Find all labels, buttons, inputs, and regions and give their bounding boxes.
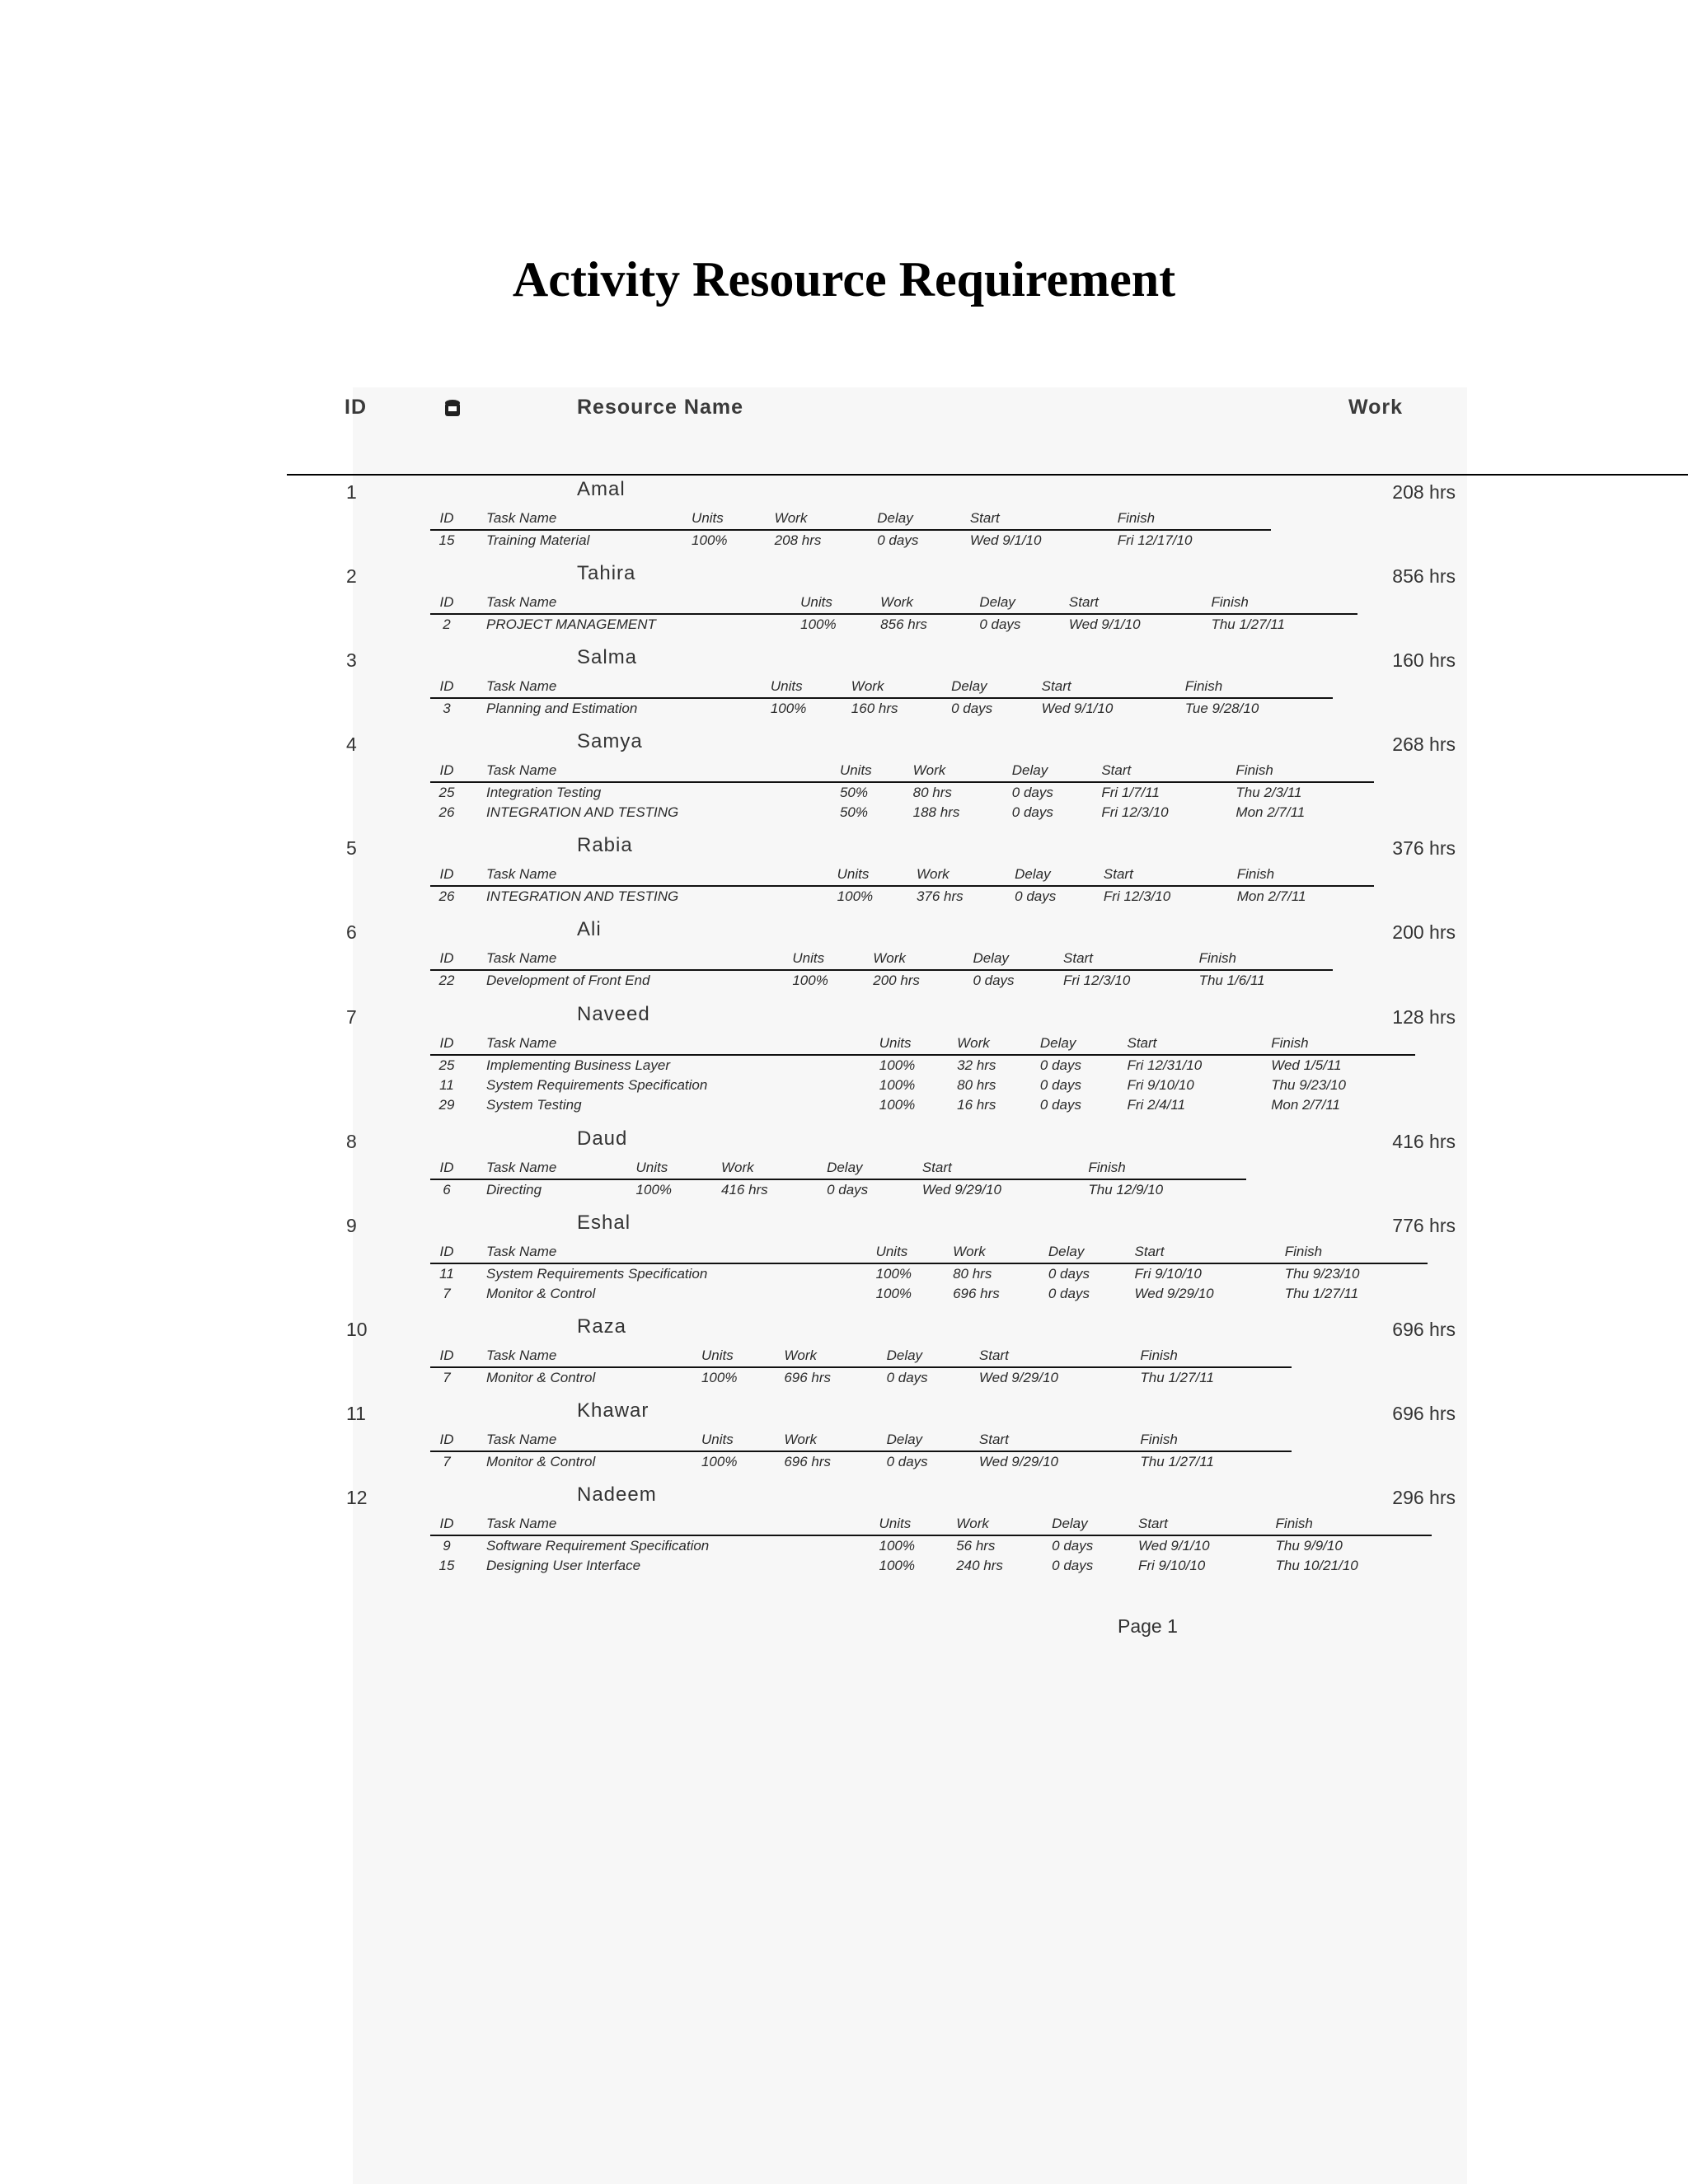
sub-header-finish: Finish xyxy=(1211,592,1357,614)
cell-id: 26 xyxy=(438,804,455,820)
assignment-table xyxy=(430,508,1271,551)
sub-header-work: Work xyxy=(880,592,979,614)
sub-header-start: Start xyxy=(979,1345,1141,1367)
sub-header-units: Units xyxy=(701,1429,784,1451)
cell-units: 100% xyxy=(635,1182,673,1197)
cell-start: Wed 9/29/10 xyxy=(978,1454,1058,1469)
sub-header-id: ID xyxy=(430,1241,486,1263)
table-row xyxy=(430,1055,1415,1076)
cell-start: Fri 12/3/10 xyxy=(1101,804,1169,820)
cell-task-name: Designing User Interface xyxy=(486,1558,641,1573)
cell-work: 856 hrs xyxy=(880,616,927,632)
sub-header-task-name: Task Name xyxy=(486,1429,701,1451)
cell-finish: Wed 1/5/11 xyxy=(1271,1057,1342,1073)
sub-header-task-name: Task Name xyxy=(486,864,837,886)
sub-header-start: Start xyxy=(922,1157,1089,1179)
assignment-table xyxy=(430,760,1374,823)
cell-id: 15 xyxy=(438,532,455,548)
cell-task-name: System Testing xyxy=(486,1097,582,1113)
resource-work: 776 hrs xyxy=(1392,1215,1456,1236)
sub-header-id: ID xyxy=(430,1513,486,1535)
cell-id: 11 xyxy=(439,1266,454,1282)
resource-id: 5 xyxy=(346,837,357,859)
cell-work: 16 hrs xyxy=(957,1097,996,1113)
cell-units: 100% xyxy=(692,532,728,548)
table-row xyxy=(430,1556,1432,1576)
sub-header-start: Start xyxy=(1063,948,1199,970)
sub-header-finish: Finish xyxy=(1271,1033,1415,1055)
cell-start: Fri 1/7/11 xyxy=(1101,785,1160,800)
resource-work: 160 hrs xyxy=(1392,649,1456,671)
sub-header-finish: Finish xyxy=(1276,1513,1432,1535)
sub-header-task-name: Task Name xyxy=(486,508,692,530)
cell-task-name: Implementing Business Layer xyxy=(486,1057,671,1073)
resource-work: 696 hrs xyxy=(1392,1319,1456,1340)
sub-header-task-name: Task Name xyxy=(486,676,771,698)
sub-header-units: Units xyxy=(701,1345,784,1367)
resource-name: Amal xyxy=(577,478,626,500)
sub-header-units: Units xyxy=(840,760,913,782)
cell-task-name: INTEGRATION AND TESTING xyxy=(486,804,679,820)
table-row xyxy=(430,698,1333,719)
sub-header-finish: Finish xyxy=(1140,1345,1292,1367)
sub-header-start: Start xyxy=(1135,1241,1285,1263)
resource-id: 8 xyxy=(346,1131,357,1152)
resource-work: 416 hrs xyxy=(1392,1131,1456,1152)
cell-work: 240 hrs xyxy=(956,1558,1003,1573)
cell-units: 100% xyxy=(701,1370,738,1385)
table-row xyxy=(430,1095,1415,1115)
sub-header-id: ID xyxy=(430,592,486,614)
cell-delay: 0 days xyxy=(827,1182,869,1197)
resource-work: 128 hrs xyxy=(1392,1006,1456,1028)
cell-work: 416 hrs xyxy=(720,1182,768,1197)
info-icon xyxy=(442,397,463,426)
sub-header-task-name: Task Name xyxy=(486,592,800,614)
sub-header-work: Work xyxy=(957,1033,1040,1055)
sub-header-task-name: Task Name xyxy=(486,948,792,970)
cell-units: 100% xyxy=(875,1266,912,1282)
cell-id: 26 xyxy=(438,888,455,904)
sub-header-id: ID xyxy=(430,1157,486,1179)
resource-name: Samya xyxy=(577,730,643,752)
table-row xyxy=(430,803,1374,823)
page-number: Page 1 xyxy=(1118,1615,1178,1637)
sub-header-finish: Finish xyxy=(1118,508,1271,530)
sub-header-delay: Delay xyxy=(827,1157,922,1179)
cell-task-name: Integration Testing xyxy=(486,785,602,800)
cell-work: 188 hrs xyxy=(912,804,960,820)
assignment-table xyxy=(430,1157,1246,1200)
resource-work: 268 hrs xyxy=(1392,733,1456,755)
cell-task-name: Monitor & Control xyxy=(486,1370,596,1385)
resource-work: 696 hrs xyxy=(1392,1403,1456,1424)
sub-header-id: ID xyxy=(430,1429,486,1451)
cell-delay: 0 days xyxy=(1011,785,1053,800)
assignment-table xyxy=(430,948,1333,991)
cell-units: 100% xyxy=(879,1077,916,1093)
cell-id: 15 xyxy=(438,1558,455,1573)
cell-work: 696 hrs xyxy=(784,1454,832,1469)
resource-id: 2 xyxy=(346,565,357,587)
cell-task-name: System Requirements Specification xyxy=(486,1266,708,1282)
sub-header-task-name: Task Name xyxy=(486,1345,701,1367)
sub-header-finish: Finish xyxy=(1236,760,1374,782)
resource-id: 3 xyxy=(346,649,357,671)
cell-task-name: Planning and Estimation xyxy=(486,701,638,716)
sub-header-work: Work xyxy=(953,1241,1048,1263)
resource-name: Salma xyxy=(577,646,638,668)
sub-header-work: Work xyxy=(917,864,1015,886)
sub-header-work: Work xyxy=(851,676,951,698)
cell-work: 32 hrs xyxy=(957,1057,996,1073)
cell-units: 100% xyxy=(875,1286,912,1301)
cell-units: 100% xyxy=(879,1097,916,1113)
sub-header-work: Work xyxy=(956,1513,1052,1535)
sub-header-work: Work xyxy=(775,508,878,530)
cell-id: 3 xyxy=(443,701,451,716)
column-header-resource-name: Resource Name xyxy=(577,396,743,419)
sub-header-finish: Finish xyxy=(1199,948,1333,970)
assignment-table xyxy=(430,864,1374,907)
cell-finish: Thu 2/3/11 xyxy=(1236,785,1302,800)
sub-header-delay: Delay xyxy=(951,676,1042,698)
cell-finish: Thu 9/23/10 xyxy=(1284,1266,1360,1282)
resource-id: 11 xyxy=(346,1403,366,1424)
sub-header-delay: Delay xyxy=(887,1429,979,1451)
table-row xyxy=(430,1535,1432,1556)
sub-header-units: Units xyxy=(876,1241,954,1263)
table-row xyxy=(430,782,1374,803)
sub-header-task-name: Task Name xyxy=(486,1157,636,1179)
cell-units: 100% xyxy=(792,972,828,988)
resource-name: Daud xyxy=(577,1127,628,1150)
cell-finish: Thu 1/27/11 xyxy=(1140,1454,1214,1469)
cell-work: 80 hrs xyxy=(912,785,952,800)
assignment-table xyxy=(430,676,1333,719)
cell-units: 100% xyxy=(837,888,874,904)
cell-finish: Thu 1/27/11 xyxy=(1211,616,1285,632)
resource-name: Ali xyxy=(577,918,602,940)
cell-start: Fri 9/10/10 xyxy=(1127,1077,1194,1093)
cell-units: 100% xyxy=(879,1558,915,1573)
table-row xyxy=(430,1284,1428,1304)
resource-work: 296 hrs xyxy=(1392,1487,1456,1508)
cell-delay: 0 days xyxy=(886,1370,928,1385)
sub-header-work: Work xyxy=(784,1345,886,1367)
sub-header-finish: Finish xyxy=(1285,1241,1428,1263)
cell-delay: 0 days xyxy=(1039,1097,1081,1113)
sub-header-delay: Delay xyxy=(1048,1241,1135,1263)
column-header-id: ID xyxy=(345,396,367,419)
assignment-table xyxy=(430,1429,1292,1472)
cell-start: Wed 9/1/10 xyxy=(969,532,1042,548)
sub-header-start: Start xyxy=(979,1429,1141,1451)
assignment-table xyxy=(430,1241,1428,1304)
table-row xyxy=(430,614,1357,635)
sub-header-finish: Finish xyxy=(1140,1429,1292,1451)
sub-header-work: Work xyxy=(873,948,973,970)
sub-header-task-name: Task Name xyxy=(486,760,840,782)
cell-id: 7 xyxy=(443,1286,451,1301)
sub-header-start: Start xyxy=(1104,864,1237,886)
cell-work: 696 hrs xyxy=(784,1370,832,1385)
resource-name: Naveed xyxy=(577,1003,650,1025)
resource-id: 4 xyxy=(346,733,357,755)
cell-id: 6 xyxy=(443,1182,451,1197)
resource-work: 208 hrs xyxy=(1392,481,1456,503)
sub-header-units: Units xyxy=(636,1157,721,1179)
sub-header-work: Work xyxy=(784,1429,886,1451)
cell-start: Fri 12/3/10 xyxy=(1103,888,1171,904)
cell-task-name: Development of Front End xyxy=(486,972,650,988)
table-row xyxy=(430,1451,1292,1472)
cell-finish: Tue 9/28/10 xyxy=(1184,701,1259,716)
cell-id: 25 xyxy=(438,1057,455,1073)
assignment-table xyxy=(430,1513,1432,1576)
sub-header-delay: Delay xyxy=(1052,1513,1138,1535)
cell-task-name: Directing xyxy=(486,1182,542,1197)
cell-finish: Mon 2/7/11 xyxy=(1271,1097,1341,1113)
sub-header-units: Units xyxy=(792,948,873,970)
sub-header-delay: Delay xyxy=(1015,864,1104,886)
cell-units: 100% xyxy=(879,1057,916,1073)
sub-header-delay: Delay xyxy=(1040,1033,1128,1055)
cell-start: Fri 9/10/10 xyxy=(1138,1558,1206,1573)
cell-task-name: Software Requirement Specification xyxy=(486,1538,710,1554)
cell-task-name: System Requirements Specification xyxy=(486,1077,708,1093)
sub-header-finish: Finish xyxy=(1088,1157,1246,1179)
resource-id: 1 xyxy=(346,481,357,503)
cell-delay: 0 days xyxy=(973,972,1015,988)
cell-id: 11 xyxy=(439,1077,454,1093)
resource-work: 376 hrs xyxy=(1392,837,1456,859)
cell-start: Wed 9/29/10 xyxy=(921,1182,1001,1197)
cell-finish: Thu 1/27/11 xyxy=(1284,1286,1359,1301)
cell-finish: Fri 12/17/10 xyxy=(1117,532,1193,548)
cell-delay: 0 days xyxy=(1011,804,1053,820)
sub-header-task-name: Task Name xyxy=(486,1241,876,1263)
sub-header-start: Start xyxy=(1101,760,1236,782)
sub-header-delay: Delay xyxy=(1012,760,1102,782)
cell-finish: Thu 1/27/11 xyxy=(1140,1370,1214,1385)
cell-work: 160 hrs xyxy=(851,701,898,716)
cell-delay: 0 days xyxy=(951,701,993,716)
cell-start: Fri 9/10/10 xyxy=(1134,1266,1202,1282)
cell-delay: 0 days xyxy=(886,1454,928,1469)
cell-delay: 0 days xyxy=(877,532,919,548)
sub-header-start: Start xyxy=(1042,676,1185,698)
cell-start: Wed 9/1/10 xyxy=(1041,701,1114,716)
cell-finish: Thu 10/21/10 xyxy=(1275,1558,1358,1573)
cell-id: 7 xyxy=(443,1454,451,1469)
table-row xyxy=(430,1179,1246,1200)
sub-header-id: ID xyxy=(430,1033,486,1055)
cell-delay: 0 days xyxy=(1048,1266,1090,1282)
resource-id: 10 xyxy=(346,1319,368,1340)
cell-units: 100% xyxy=(770,701,807,716)
table-row xyxy=(430,1367,1292,1388)
cell-work: 696 hrs xyxy=(953,1286,1000,1301)
sub-header-start: Start xyxy=(1128,1033,1272,1055)
cell-start: Fri 12/3/10 xyxy=(1063,972,1131,988)
cell-start: Fri 12/31/10 xyxy=(1127,1057,1203,1073)
sub-header-id: ID xyxy=(430,508,486,530)
sub-header-task-name: Task Name xyxy=(486,1033,879,1055)
cell-start: Wed 9/1/10 xyxy=(1138,1538,1210,1554)
cell-finish: Mon 2/7/11 xyxy=(1236,888,1306,904)
resource-work: 200 hrs xyxy=(1392,921,1456,943)
cell-delay: 0 days xyxy=(1015,888,1057,904)
info-icon-glyph xyxy=(442,397,463,420)
cell-delay: 0 days xyxy=(1052,1538,1094,1554)
cell-work: 80 hrs xyxy=(957,1077,996,1093)
cell-task-name: Training Material xyxy=(486,532,590,548)
cell-finish: Mon 2/7/11 xyxy=(1236,804,1306,820)
table-row xyxy=(430,886,1374,907)
sub-header-id: ID xyxy=(430,760,486,782)
resource-name: Tahira xyxy=(577,562,636,584)
cell-delay: 0 days xyxy=(1048,1286,1090,1301)
table-row xyxy=(430,970,1333,991)
cell-id: 22 xyxy=(438,972,455,988)
cell-finish: Thu 12/9/10 xyxy=(1088,1182,1164,1197)
cell-units: 100% xyxy=(800,616,837,632)
cell-start: Wed 9/29/10 xyxy=(978,1370,1058,1385)
resource-name: Raza xyxy=(577,1315,627,1338)
cell-id: 29 xyxy=(438,1097,455,1113)
sub-header-id: ID xyxy=(430,1345,486,1367)
cell-work: 56 hrs xyxy=(956,1538,996,1554)
assignment-table xyxy=(430,592,1357,635)
cell-work: 80 hrs xyxy=(953,1266,992,1282)
cell-units: 50% xyxy=(839,804,868,820)
sub-header-start: Start xyxy=(1069,592,1212,614)
sub-header-units: Units xyxy=(771,676,851,698)
column-header-work: Work xyxy=(1348,396,1404,419)
resource-name: Eshal xyxy=(577,1212,631,1234)
resource-id: 6 xyxy=(346,921,357,943)
cell-task-name: Monitor & Control xyxy=(486,1454,596,1469)
cell-delay: 0 days xyxy=(1039,1077,1081,1093)
sub-header-id: ID xyxy=(430,948,486,970)
resource-name: Rabia xyxy=(577,834,633,856)
cell-delay: 0 days xyxy=(1039,1057,1081,1073)
cell-finish: Thu 1/6/11 xyxy=(1198,972,1265,988)
sub-header-start: Start xyxy=(1138,1513,1276,1535)
sub-header-units: Units xyxy=(837,864,917,886)
cell-task-name: INTEGRATION AND TESTING xyxy=(486,888,679,904)
sub-header-units: Units xyxy=(879,1513,957,1535)
cell-id: 7 xyxy=(443,1370,451,1385)
sub-header-units: Units xyxy=(800,592,880,614)
sub-header-delay: Delay xyxy=(973,948,1063,970)
cell-units: 100% xyxy=(701,1454,738,1469)
sub-header-work: Work xyxy=(721,1157,827,1179)
sub-header-units: Units xyxy=(692,508,775,530)
cell-delay: 0 days xyxy=(1052,1558,1094,1573)
resource-name: Khawar xyxy=(577,1399,649,1422)
cell-finish: Thu 9/9/10 xyxy=(1275,1538,1343,1554)
sub-header-delay: Delay xyxy=(979,592,1069,614)
assignment-table xyxy=(430,1033,1415,1115)
table-row xyxy=(430,1076,1415,1095)
sub-header-id: ID xyxy=(430,676,486,698)
sub-header-finish: Finish xyxy=(1237,864,1374,886)
cell-start: Fri 2/4/11 xyxy=(1127,1097,1186,1113)
cell-task-name: PROJECT MANAGEMENT xyxy=(486,616,656,632)
cell-start: Wed 9/1/10 xyxy=(1068,616,1141,632)
cell-units: 50% xyxy=(839,785,868,800)
cell-start: Wed 9/29/10 xyxy=(1134,1286,1214,1301)
sub-header-start: Start xyxy=(970,508,1118,530)
sub-header-work: Work xyxy=(913,760,1012,782)
cell-id: 9 xyxy=(443,1538,451,1554)
page-title: Activity Resource Requirement xyxy=(512,252,1176,307)
header-divider xyxy=(287,474,1688,476)
sub-header-units: Units xyxy=(879,1033,957,1055)
cell-finish: Thu 9/23/10 xyxy=(1271,1077,1346,1093)
resource-id: 9 xyxy=(346,1215,357,1236)
resource-id: 12 xyxy=(346,1487,368,1508)
sub-header-delay: Delay xyxy=(887,1345,979,1367)
assignment-table xyxy=(430,1345,1292,1388)
cell-work: 200 hrs xyxy=(873,972,920,988)
cell-id: 25 xyxy=(438,785,455,800)
cell-work: 208 hrs xyxy=(774,532,822,548)
resource-id: 7 xyxy=(346,1006,357,1028)
cell-id: 2 xyxy=(443,616,451,632)
table-row xyxy=(430,530,1271,551)
cell-delay: 0 days xyxy=(979,616,1021,632)
sub-header-task-name: Task Name xyxy=(486,1513,879,1535)
table-row xyxy=(430,1263,1428,1284)
sub-header-finish: Finish xyxy=(1185,676,1333,698)
sub-header-id: ID xyxy=(430,864,486,886)
cell-work: 376 hrs xyxy=(916,888,964,904)
cell-units: 100% xyxy=(879,1538,915,1554)
sub-header-delay: Delay xyxy=(877,508,970,530)
resource-name: Nadeem xyxy=(577,1483,657,1506)
resource-work: 856 hrs xyxy=(1392,565,1456,587)
cell-task-name: Monitor & Control xyxy=(486,1286,596,1301)
